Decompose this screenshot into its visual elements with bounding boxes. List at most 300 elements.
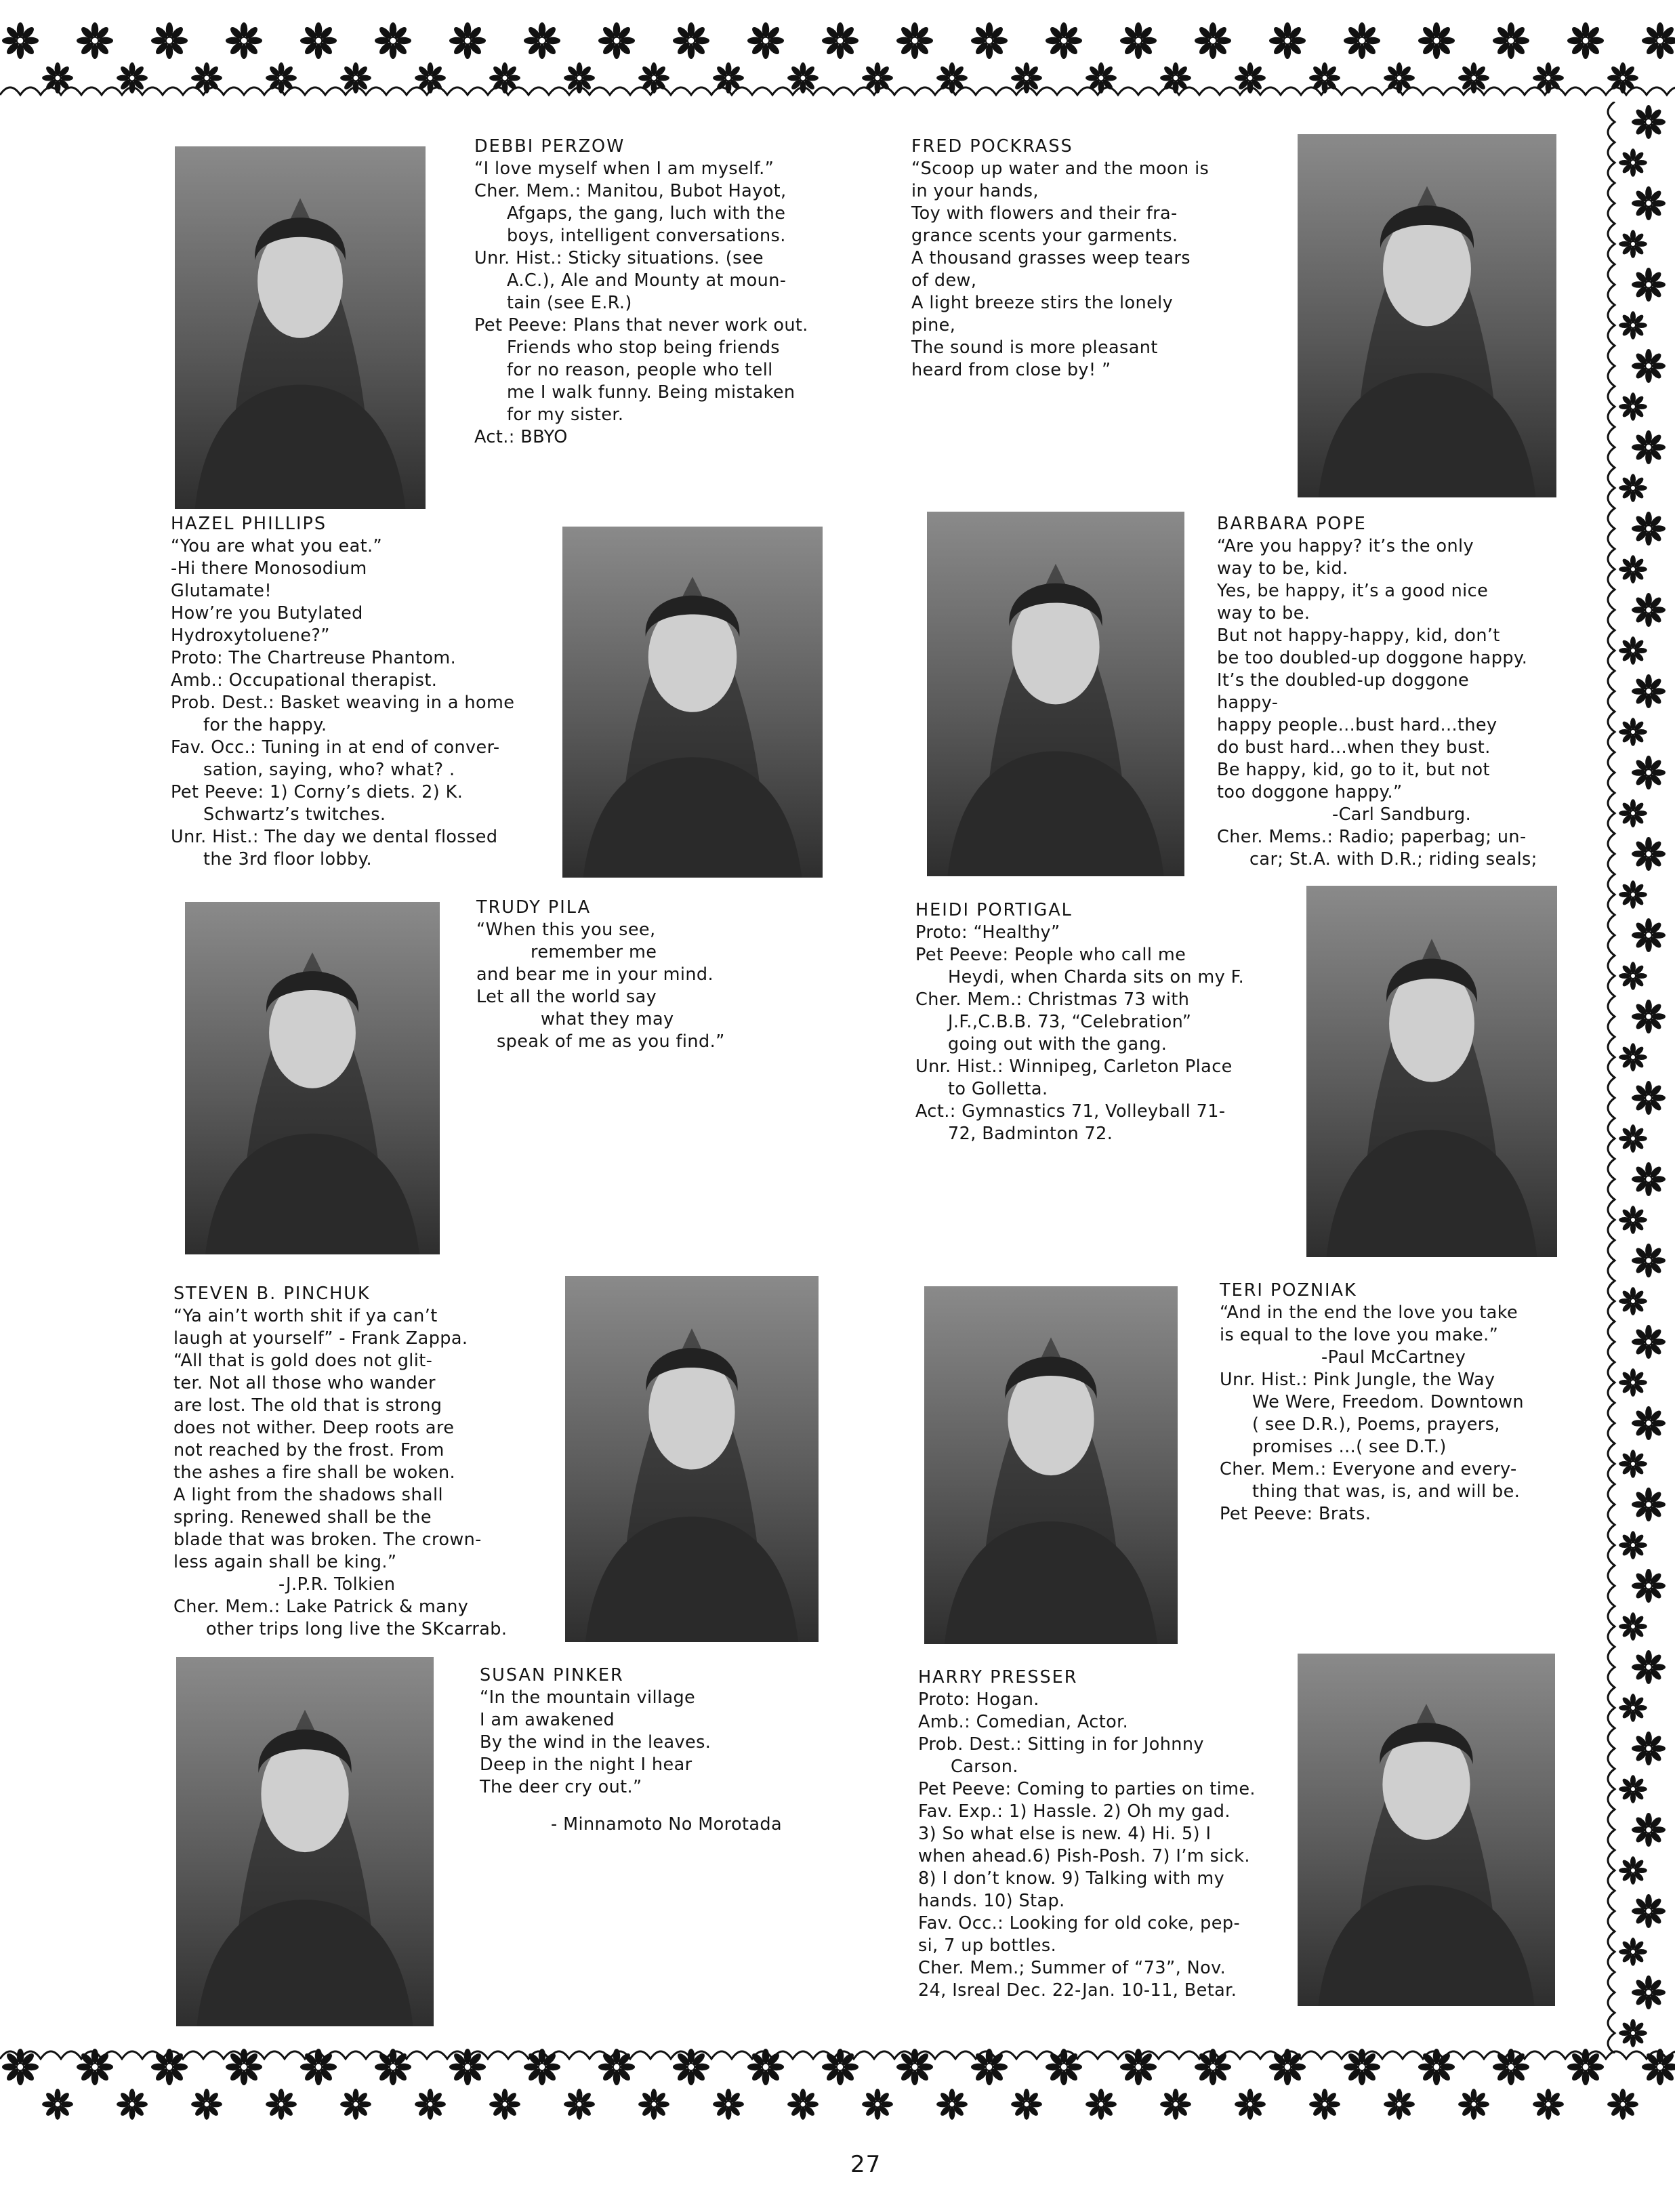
entry-line: hands. 10) Stap. (918, 1891, 1065, 1911)
flower-center (613, 37, 620, 44)
entry-line: Yes, be happy, it’s a good nice (1217, 581, 1489, 601)
flower-center (1630, 973, 1636, 979)
flower-center (1173, 2102, 1179, 2108)
flower-center (1630, 160, 1636, 165)
portrait-silhouette (176, 1657, 434, 2026)
entry-line: Cher. Mem.: Everyone and every- (1220, 1459, 1517, 1479)
flower-center (1657, 37, 1663, 44)
entry-line: 72, Badminton 72. (948, 1124, 1113, 1144)
flower-center (1060, 37, 1067, 44)
entry-line: -Hi there Monosodium (171, 558, 367, 579)
flower-center (1645, 851, 1652, 857)
entry-line: Cher. Mems.: Radio; paperbag; un- (1217, 827, 1527, 847)
entry-line: Prob. Dest.: Basket weaving in a home (171, 693, 515, 713)
entry-line: “All that is gold does not glit- (173, 1351, 433, 1371)
entry-line: for no reason, people who tell (507, 360, 773, 380)
flower-center (1284, 2064, 1291, 2070)
portrait-silhouette (185, 902, 440, 1254)
flower-center (986, 2064, 993, 2070)
entry-line: Amb.: Occupational therapist. (171, 670, 438, 691)
entry-line: are lost. The old that is strong (173, 1395, 442, 1416)
portrait-silhouette (175, 146, 426, 509)
entry-line: car; St.A. with D.R.; riding seals; (1249, 849, 1537, 869)
entry-line: Heydi, when Charda sits on my F. (948, 967, 1245, 987)
entry-harry-presser (918, 1666, 1256, 2002)
flower-center (800, 2102, 806, 2108)
flower-center (1645, 1420, 1652, 1427)
flower-center (166, 2064, 173, 2070)
flower-center (1630, 1786, 1636, 1792)
flower-center (204, 75, 210, 81)
entry-line: -Paul McCartney (1321, 1347, 1466, 1368)
entry-line: Pet Peeve: Plans that never work out. (474, 315, 808, 335)
entry-line: be too doubled-up doggone happy. (1217, 648, 1528, 668)
entry-heidi-portigal (915, 899, 1244, 1145)
flower-center (1630, 323, 1636, 328)
flower-center (353, 75, 359, 81)
entry-line: A.C.), Ale and Mounty at moun- (507, 270, 787, 291)
flower-center (1630, 2030, 1636, 2036)
floral-border-top-art (0, 14, 1675, 115)
entry-teri-pozniak (1220, 1279, 1524, 1525)
flower-center (1645, 769, 1652, 776)
entry-steven-pinchuk (173, 1283, 507, 1641)
flower-center (762, 2064, 769, 2070)
flower-center (1247, 2102, 1254, 2108)
entry-line: Fav. Occ.: Looking for old coke, pep- (918, 1913, 1241, 1933)
entry-debbi-perzow (474, 136, 808, 449)
flower-center (1024, 75, 1030, 81)
entry-barbara-pope (1217, 513, 1537, 871)
flower-center (1630, 1298, 1636, 1304)
flower-center (1630, 485, 1636, 491)
entry-line: “Scoop up water and the moon is (911, 159, 1209, 179)
flower-center (1645, 281, 1652, 288)
flower-center (129, 2102, 136, 2108)
flower-center (1630, 1868, 1636, 1873)
flower-center (1471, 75, 1477, 81)
floral-border-bottom (0, 2040, 1675, 2142)
flower-center (539, 37, 545, 44)
entry-line: to Golletta. (948, 1079, 1048, 1099)
entry-line: too doggone happy.” (1217, 782, 1403, 802)
entry-line: promises ...( see D.T.) (1252, 1437, 1447, 1457)
flower-center (1645, 1908, 1652, 1914)
flower-center (1645, 1664, 1652, 1671)
student-name: HAZEL PHILLIPS (171, 514, 327, 534)
flower-center (1098, 75, 1104, 81)
flower-center (726, 75, 732, 81)
vine-loops (0, 87, 1675, 95)
entry-line: J.F.,C.B.B. 73, “Celebration” (948, 1012, 1192, 1032)
photo-harry-presser (1298, 1654, 1555, 2006)
entry-line: happy- (1217, 693, 1279, 713)
entry-line: The sound is more pleasant (911, 337, 1158, 358)
entry-line: less again shall be king.” (173, 1552, 397, 1572)
flower-center (1645, 1338, 1652, 1345)
flower-center (1645, 1582, 1652, 1589)
entry-line: Cher. Mem.: Manitou, Bubot Hayot, (474, 181, 787, 201)
flower-center (166, 37, 173, 44)
flower-center (1630, 404, 1636, 409)
entry-line: what they may (541, 1009, 674, 1029)
flower-center (1620, 2102, 1626, 2108)
entry-line: other trips long live the SKcarrab. (206, 1619, 508, 1639)
flower-center (1582, 37, 1589, 44)
flower-center (1645, 1826, 1652, 1833)
entry-line: 24, Isreal Dec. 22-Jan. 10-11, Betar. (918, 1980, 1237, 2001)
flower-center (1630, 1624, 1636, 1629)
flower-center (837, 37, 844, 44)
entry-line: Act.: BBYO (474, 427, 568, 447)
flower-center (390, 2064, 396, 2070)
portrait-silhouette (1298, 1654, 1555, 2006)
entry-line: si, 7 up bottles. (918, 1936, 1057, 1956)
floral-border-right-art (1596, 102, 1675, 2053)
entry-line: “When this you see, (476, 920, 656, 940)
flower-center (949, 2102, 955, 2108)
entry-line: “Ya ain’t worth shit if ya can’t (173, 1306, 438, 1326)
flower-center (949, 75, 955, 81)
entry-line: - Minnamoto No Morotada (551, 1814, 783, 1835)
photo-susan-pinker (176, 1657, 434, 2026)
flower-center (1645, 119, 1652, 125)
flower-center (1630, 1949, 1636, 1954)
entry-line: A light from the shadows shall (173, 1485, 443, 1505)
student-name: HEIDI PORTIGAL (915, 900, 1073, 920)
flower-center (1209, 2064, 1216, 2070)
entry-line: “In the mountain village (480, 1687, 696, 1708)
floral-border-right (1596, 102, 1675, 2053)
flower-center (986, 37, 993, 44)
entry-line: Hydroxytoluene?” (171, 626, 330, 646)
entry-line: does not wither. Deep roots are (173, 1418, 455, 1438)
entry-line: Proto: Hogan. (918, 1689, 1039, 1710)
flower-center (91, 37, 98, 44)
portrait-silhouette (562, 527, 823, 878)
entry-line: tain (see E.R.) (507, 293, 632, 313)
flower-center (1247, 75, 1254, 81)
entry-fred-pockrass (911, 136, 1209, 382)
flower-center (315, 2064, 322, 2070)
flower-center (1630, 1054, 1636, 1060)
entry-line: way to be. (1217, 603, 1310, 623)
entry-line: Unr. Hist.: Winnipeg, Carleton Place (915, 1057, 1233, 1077)
flower-center (1471, 2102, 1477, 2108)
photo-debbi-perzow (175, 146, 426, 509)
flower-center (1645, 1013, 1652, 1020)
flower-center (17, 2064, 24, 2070)
floral-border-top (0, 14, 1675, 115)
portrait-silhouette (1298, 134, 1556, 497)
entry-line: going out with the gang. (948, 1034, 1167, 1054)
flower-center (1098, 2102, 1104, 2108)
floral-border-bottom-art (0, 2040, 1675, 2142)
flower-center (464, 2064, 471, 2070)
flower-center (1508, 2064, 1514, 2070)
flower-center (1508, 37, 1514, 44)
portrait-silhouette (1306, 886, 1557, 1257)
entry-line: when ahead.6) Pish-Posh. 7) I’m sick. (918, 1846, 1250, 1866)
entry-line: heard from close by! ” (911, 360, 1111, 380)
flower-center (1060, 2064, 1067, 2070)
entry-line: do bust hard...when they bust. (1217, 737, 1491, 758)
entry-line: 3) So what else is new. 4) Hi. 5) I (918, 1824, 1212, 1844)
flower-center (1173, 75, 1179, 81)
portrait-silhouette (565, 1276, 819, 1642)
flower-center (129, 75, 136, 81)
entry-line: Act.: Gymnastics 71, Volleyball 71- (915, 1101, 1226, 1122)
photo-hazel-phillips (562, 527, 823, 878)
flower-center (1645, 525, 1652, 532)
entry-line: for the happy. (203, 715, 327, 735)
flower-center (875, 75, 881, 81)
entry-line: Cher. Mem.: Christmas 73 with (915, 989, 1190, 1010)
entry-line: Unr. Hist.: Sticky situations. (see (474, 248, 764, 268)
flower-center (353, 2102, 359, 2108)
flower-center (1209, 37, 1216, 44)
entry-line: Pet Peeve: Brats. (1220, 1504, 1371, 1524)
entry-line: Proto: The Chartreuse Phantom. (171, 648, 457, 668)
photo-trudy-pila (185, 902, 440, 1254)
photo-fred-pockrass (1298, 134, 1556, 497)
flower-center (613, 2064, 620, 2070)
flower-center (502, 75, 508, 81)
entry-line: “And in the end the love you take (1220, 1303, 1518, 1323)
flower-center (1630, 1217, 1636, 1223)
flower-center (1645, 688, 1652, 695)
entry-line: ter. Not all those who wander (173, 1373, 436, 1393)
flower-center (1645, 1501, 1652, 1508)
entry-line: -J.P.R. Tolkien (278, 1574, 396, 1595)
flower-center (1284, 37, 1291, 44)
entry-line: Prob. Dest.: Sitting in for Johnny (918, 1734, 1204, 1755)
flower-center (1397, 2102, 1403, 2108)
entry-line: Afgaps, the gang, luch with the (507, 203, 786, 224)
line-spacer (480, 1799, 782, 1814)
entry-line: Friends who stop being friends (507, 337, 780, 358)
flower-center (1645, 932, 1652, 939)
student-name: SUSAN PINKER (480, 1665, 624, 1685)
flower-center (539, 2064, 545, 2070)
student-name: TRUDY PILA (476, 897, 592, 918)
student-name: TERI POZNIAK (1220, 1280, 1357, 1300)
entry-line: of dew, (911, 270, 977, 291)
page-number: 27 (850, 2151, 882, 2178)
flower-center (875, 2102, 881, 2108)
flower-center (1433, 37, 1440, 44)
student-name: STEVEN B. PINCHUK (173, 1284, 371, 1304)
entry-line: Deep in the night I hear (480, 1755, 692, 1775)
entry-line: Pet Peeve: Coming to parties on time. (918, 1779, 1256, 1799)
flower-center (1397, 75, 1403, 81)
flower-center (688, 2064, 695, 2070)
entry-line: Toy with flowers and their fra- (911, 203, 1178, 224)
flower-center (1630, 1461, 1636, 1467)
entry-line: Amb.: Comedian, Actor. (918, 1712, 1129, 1732)
flower-center (91, 2064, 98, 2070)
entry-line: Unr. Hist.: The day we dental flossed (171, 827, 498, 847)
flower-center (1433, 2064, 1440, 2070)
flower-center (1645, 1257, 1652, 1264)
entry-line: It’s the doubled-up doggone (1217, 670, 1470, 691)
entry-line: The deer cry out.” (480, 1777, 642, 1797)
flower-center (428, 75, 434, 81)
entry-line: But not happy-happy, kid, don’t (1217, 626, 1500, 646)
entry-line: Fav. Exp.: 1) Hassle. 2) Oh my gad. (918, 1801, 1231, 1822)
student-name: HARRY PRESSER (918, 1667, 1078, 1687)
flower-center (241, 37, 247, 44)
flower-center (241, 2064, 247, 2070)
flower-center (1645, 200, 1652, 207)
flower-center (651, 75, 657, 81)
flower-center (1322, 75, 1328, 81)
entry-line: Cher. Mem.: Lake Patrick & many (173, 1597, 469, 1617)
entry-line: -Carl Sandburg. (1332, 804, 1472, 825)
entry-line: way to be, kid. (1217, 558, 1348, 579)
entry-line: By the wind in the leaves. (480, 1732, 711, 1753)
entry-line: not reached by the frost. From (173, 1440, 444, 1460)
flower-center (726, 2102, 732, 2108)
flower-center (1546, 2102, 1552, 2108)
entry-line: laugh at yourself” - Frank Zappa. (173, 1328, 468, 1349)
flower-center (1135, 2064, 1142, 2070)
entry-line: in your hands, (911, 181, 1039, 201)
entry-line: sation, saying, who? what? . (203, 760, 455, 780)
flower-center (651, 2102, 657, 2108)
flower-center (17, 37, 24, 44)
entry-line: is equal to the love you make.” (1220, 1325, 1499, 1345)
entry-hazel-phillips (171, 513, 514, 871)
flower-center (800, 75, 806, 81)
flower-center (1630, 1542, 1636, 1548)
flower-center (1630, 567, 1636, 572)
flower-center (688, 37, 695, 44)
entry-line: thing that was, is, and will be. (1252, 1481, 1521, 1502)
flower-center (1645, 1745, 1652, 1752)
entry-line: for my sister. (507, 405, 624, 425)
flower-center (390, 37, 396, 44)
photo-steven-pinchuk (565, 1276, 819, 1642)
entry-line: “I love myself when I am myself.” (474, 159, 774, 179)
entry-line: “You are what you eat.” (171, 536, 383, 556)
entry-line: Let all the world say (476, 987, 657, 1007)
entry-line: Proto: “Healthy” (915, 922, 1060, 943)
flower-center (1630, 648, 1636, 653)
entry-line: Fav. Occ.: Tuning in at end of conver- (171, 737, 500, 758)
entry-line: Be happy, kid, go to it, but not (1217, 760, 1490, 780)
photo-barbara-pope (927, 512, 1184, 876)
flower-center (278, 2102, 285, 2108)
entry-line: the ashes a fire shall be woken. (173, 1462, 456, 1483)
entry-line: grance scents your garments. (911, 226, 1178, 246)
student-name: DEBBI PERZOW (474, 136, 625, 157)
flower-center (911, 2064, 918, 2070)
entry-line: A thousand grasses weep tears (911, 248, 1191, 268)
portrait-silhouette (924, 1286, 1178, 1644)
entry-line: Schwartz’s twitches. (203, 804, 386, 825)
flower-center (428, 2102, 434, 2108)
photo-teri-pozniak (924, 1286, 1178, 1644)
entry-line: Pet Peeve: People who call me (915, 945, 1186, 965)
photo-heidi-portigal (1306, 886, 1557, 1257)
flower-center (1645, 607, 1652, 613)
flower-center (1645, 1176, 1652, 1183)
flower-center (577, 2102, 583, 2108)
flower-center (1630, 892, 1636, 897)
flower-center (55, 2102, 61, 2108)
flower-center (1135, 37, 1142, 44)
entry-line: We Were, Freedom. Downtown (1252, 1392, 1524, 1412)
flower-center (464, 37, 471, 44)
entry-line: A light breeze stirs the lonely (911, 293, 1174, 313)
flower-center (1322, 2102, 1328, 2108)
entry-line: happy people...bust hard...they (1217, 715, 1497, 735)
flower-center (1359, 37, 1365, 44)
entry-line: speak of me as you find.” (497, 1031, 725, 1052)
flower-center (502, 2102, 508, 2108)
entry-line: the 3rd floor lobby. (203, 849, 372, 869)
flower-center (1645, 1989, 1652, 1996)
flower-center (1645, 444, 1652, 451)
entry-line: spring. Renewed shall be the (173, 1507, 432, 1528)
entry-line: pine, (911, 315, 956, 335)
entry-line: remember me (531, 942, 657, 962)
flower-center (278, 75, 285, 81)
student-name: BARBARA POPE (1217, 514, 1367, 534)
entry-line: ( see D.R.), Poems, prayers, (1252, 1414, 1500, 1435)
flower-center (1630, 241, 1636, 247)
entry-line: and bear me in your mind. (476, 964, 714, 985)
entry-line: “Are you happy? it’s the only (1217, 536, 1474, 556)
flower-center (55, 75, 61, 81)
flower-center (1657, 2064, 1663, 2070)
vine-loops (1608, 102, 1615, 2053)
entry-line: Carson. (951, 1757, 1018, 1777)
flower-center (911, 37, 918, 44)
entry-line: Unr. Hist.: Pink Jungle, the Way (1220, 1370, 1495, 1390)
entry-line: 8) I don’t know. 9) Talking with my (918, 1868, 1225, 1889)
student-name: FRED POCKRASS (911, 136, 1073, 157)
flower-center (1582, 2064, 1589, 2070)
flower-center (1630, 1380, 1636, 1385)
entry-line: blade that was broken. The crown- (173, 1530, 482, 1550)
flower-center (762, 37, 769, 44)
portrait-silhouette (927, 512, 1184, 876)
entry-line: Pet Peeve: 1) Corny’s diets. 2) K. (171, 782, 463, 802)
flower-center (1630, 811, 1636, 816)
entry-line: Cher. Mem.; Summer of “73”, Nov. (918, 1958, 1226, 1978)
flower-center (1359, 2064, 1365, 2070)
flower-center (837, 2064, 844, 2070)
flower-center (1630, 729, 1636, 735)
entry-trudy-pila (476, 897, 725, 1053)
entry-susan-pinker (480, 1664, 782, 1836)
flower-center (577, 75, 583, 81)
flower-center (1024, 2102, 1030, 2108)
flower-center (204, 2102, 210, 2108)
entry-line: How’re you Butylated (171, 603, 363, 623)
entry-line: I am awakened (480, 1710, 615, 1730)
flower-center (1630, 1705, 1636, 1711)
flower-center (1546, 75, 1552, 81)
flower-center (315, 37, 322, 44)
flower-center (1630, 1136, 1636, 1141)
entry-line: boys, intelligent conversations. (507, 226, 786, 246)
entry-line: me I walk funny. Being mistaken (507, 382, 795, 403)
entry-line: Glutamate! (171, 581, 272, 601)
flower-center (1645, 363, 1652, 369)
